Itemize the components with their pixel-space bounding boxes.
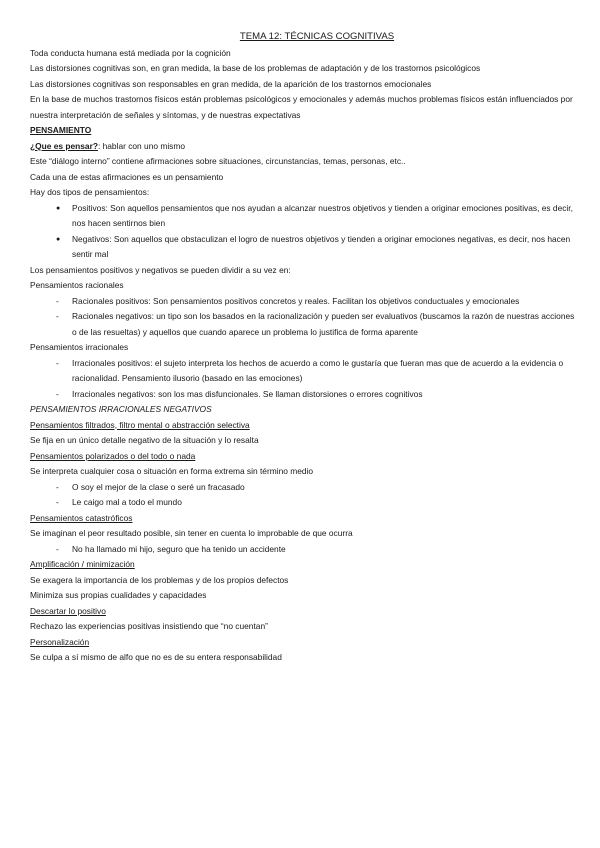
dash-marker: - <box>56 543 59 554</box>
paragraph: Minimiza sus propias cualidades y capacidades <box>30 590 207 600</box>
dash-marker: - <box>56 311 59 321</box>
dash-text: Racionales negativos: un tipo son los basados en la racionalización y pueden ser evaluativos (buscamos la razón de nuestras acciones o de las resueltas) y aquellos que cuando aparece un problema lo justifica de forma aparente <box>72 311 575 337</box>
bullet-marker: ● <box>56 204 61 212</box>
paragraph: Se fija en un único detalle negativo de la situación y lo resalta <box>30 435 259 445</box>
dash-text: Irracionales negativos: son los mas disfuncionales. Se llaman distorsiones o errores cognitivos <box>72 388 423 399</box>
bullet-item-positivos <box>30 201 578 232</box>
dash-text: Irracionales positivos: el sujeto interpreta los hechos de acuerdo a como le gustaría que fueran mas que de acuerdo a la evidencia o racionalidad. Pensamiento ilusorio (basado en las emociones) <box>72 357 564 383</box>
heading-amplificacion: Amplificación / minimización <box>30 559 135 569</box>
section-heading-pensamiento: PENSAMIENTO <box>30 125 92 135</box>
heading-descartar-positivo: Descartar lo positivo <box>30 605 106 616</box>
dash-item-example <box>30 542 578 558</box>
dash-marker: - <box>56 357 59 368</box>
paragraph: Se imaginan el peor resultado posible, sin tener en cuenta lo improbable de que ocurra <box>30 528 353 538</box>
dash-text: Racionales positivos: Son pensamientos positivos concretos y reales. Facilitan los objetivos conductuales y emocionales <box>72 295 520 306</box>
question-answer: : hablar con uno mismo <box>97 140 186 151</box>
dash-item-racionales-positivos <box>30 294 578 310</box>
paragraph-que-es-pensar <box>30 139 578 155</box>
paragraph: Los pensamientos positivos y negativos se pueden dividir a su vez en: <box>30 264 291 275</box>
paragraph: Rechazo las experiencias positivas insistiendo que “no cuentan” <box>30 621 268 631</box>
section-heading-irracionales-negativos: PENSAMIENTOS IRRACIONALES NEGATIVOS <box>30 404 212 414</box>
document-title: TEMA 12: TÉCNICAS COGNITIVAS <box>239 31 395 42</box>
paragraph: En la base de muchos trastornos físicos están problemas psicológicos y emocionales y además muchos problemas físicos están influenciados por nuestra interpretación de señales y síntomas, y de nuestras expectativas <box>30 94 573 120</box>
dash-text: No ha llamado mi hijo, seguro que ha tenido un accidente <box>72 543 286 554</box>
paragraph: Este “diálogo interno” contiene afirmaciones sobre situaciones, circunstancias, temas, personas, etc.. <box>30 156 406 166</box>
bullet-marker: ● <box>56 235 61 243</box>
dash-item-irracionales-negativos <box>30 387 578 403</box>
dash-marker: - <box>56 388 59 399</box>
subheading-irracionales: Pensamientos irracionales <box>30 342 129 352</box>
paragraph: Se exagera la importancia de los problemas y de los propios defectos <box>30 574 289 585</box>
question-label: ¿Que es pensar? <box>30 140 98 151</box>
heading-pensamientos-catastroficos: Pensamientos catastróficos <box>30 512 133 523</box>
dash-item-example <box>30 480 578 496</box>
dash-marker: - <box>56 481 59 492</box>
heading-personalizacion: Personalización <box>30 636 90 647</box>
dash-text: O soy el mejor de la clase o seré un fracasado <box>72 481 245 492</box>
paragraph: Se culpa a sí mismo de alfo que no es de su entera responsabilidad <box>30 652 282 662</box>
dash-text: Le caigo mal a todo el mundo <box>72 497 182 507</box>
dash-marker: - <box>56 295 59 306</box>
paragraph: Se interpreta cualquier cosa o situación en forma extrema sin término medio <box>30 466 314 476</box>
paragraph: Toda conducta humana está mediada por la cognición <box>30 47 231 58</box>
subheading-racionales: Pensamientos racionales <box>30 280 124 290</box>
dash-item-example <box>30 495 578 511</box>
paragraph: Las distorsiones cognitivas son responsables en gran medida, de la aparición de los trastornos emocionales <box>30 78 432 89</box>
dash-item-irracionales-positivos <box>30 356 578 387</box>
dash-marker: - <box>56 497 59 507</box>
heading-pensamientos-filtrados: Pensamientos filtrados, filtro mental o abstracción selectiva <box>30 419 250 430</box>
paragraph: Las distorsiones cognitivas son, en gran medida, la base de los problemas de adaptación y de los trastornos psicológicos <box>30 63 481 73</box>
heading-pensamientos-polarizados: Pensamientos polarizados o del todo o nada <box>30 450 196 461</box>
bullet-text: Negativos: Son aquellos que obstaculizan el logro de nuestros objetivos y tienden a originar emociones negativas, es decir, nos hacen sentir mal <box>72 233 571 259</box>
bullet-text: Positivos: Son aquellos pensamientos que nos ayudan a alcanzar nuestros objetivos y tienden a originar emociones positivas, es decir, nos hacen sentirnos bien <box>72 202 573 228</box>
paragraph: Cada una de estas afirmaciones es un pensamiento <box>30 171 224 182</box>
paragraph: Hay dos tipos de pensamientos: <box>30 187 150 197</box>
bullet-item-negativos <box>30 232 578 263</box>
document-body <box>30 29 578 666</box>
dash-item-racionales-negativos <box>30 309 578 340</box>
